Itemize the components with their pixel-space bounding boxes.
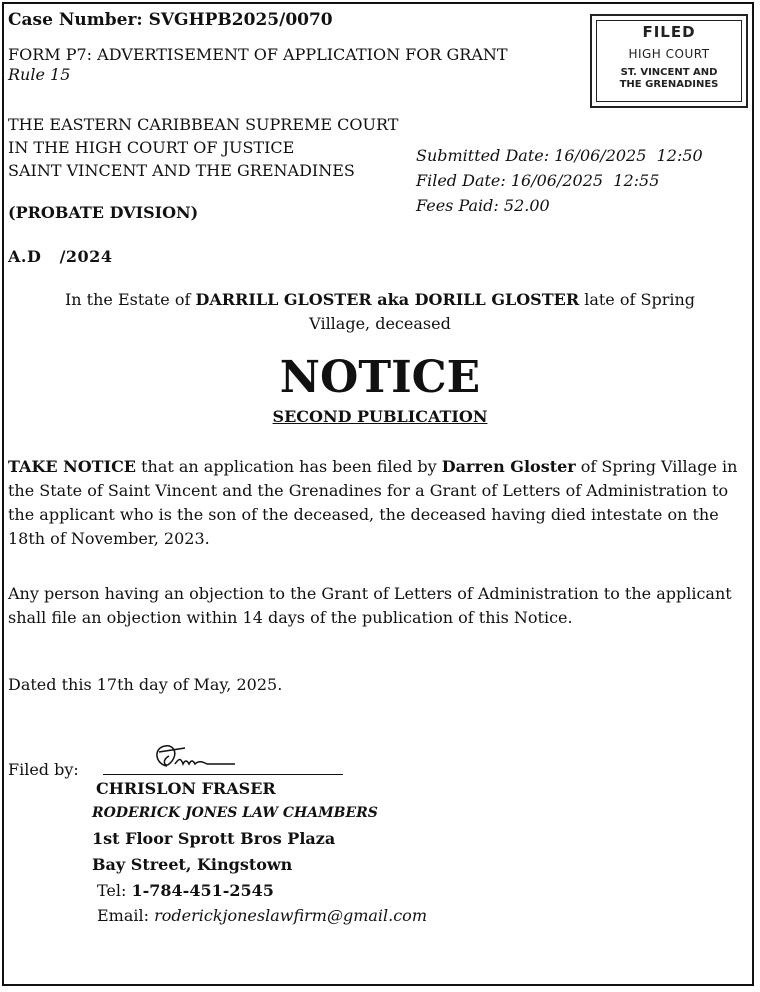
stamp-place-line1: ST. VINCENT AND (620, 67, 718, 78)
estate-prefix: In the Estate of (64, 290, 196, 309)
ad-year: A.D /2024 (8, 247, 113, 266)
filing-info (416, 143, 703, 218)
court-heading (8, 113, 398, 182)
case-number: Case Number: SVGHPB2025/0070 (8, 10, 333, 30)
stamp-filed: FILED (642, 23, 696, 41)
paragraph-text: of Spring Village in the State of Saint Vincent and the Grenadines for a Grant of Letters of Administration to the applicant who is the son of the deceased, the deceased having died intestate on the 18th of November, 2023. (8, 457, 743, 548)
filed-stamp (590, 14, 748, 108)
fees-paid: Fees Paid: 52.00 (416, 196, 550, 215)
submitted-date: Submitted Date: 16/06/2025 12:50 (416, 146, 703, 165)
filer-name: CHRISLON FRASER (96, 779, 276, 798)
objection-paragraph: Any person having an objection to the Grant of Letters of Administration to the applicant shall file an objection within 14 days of the publication of this Notice. (8, 584, 732, 627)
filed-by-label: Filed by: (8, 760, 79, 779)
email-address: roderickjoneslawfirm@gmail.com (154, 906, 427, 925)
court-line: SAINT VINCENT AND THE GRENADINES (8, 161, 355, 180)
email (97, 906, 427, 925)
form-title: FORM P7: ADVERTISEMENT OF APPLICATION FOR GRANT (8, 45, 508, 64)
email-label: Email: (97, 906, 155, 925)
division-label: (PROBATE DVISION) (8, 203, 199, 222)
paragraph-text: that an application has been filed by (136, 457, 442, 476)
dated-line: Dated this 17th day of May, 2025. (8, 675, 283, 694)
court-line: IN THE HIGH COURT OF JUSTICE (8, 138, 295, 157)
telephone (97, 881, 274, 900)
address-line2: Bay Street, Kingstown (92, 855, 293, 874)
applicant-name: Darren Gloster (441, 457, 576, 476)
filed-date: Filed Date: 16/06/2025 12:55 (416, 171, 660, 190)
signature-image (145, 738, 265, 778)
notice-paragraph (8, 455, 752, 551)
tel-number: 1-784-451-2545 (131, 881, 274, 900)
tel-label: Tel: (97, 881, 132, 900)
notice-title: NOTICE (279, 352, 481, 403)
take-notice-lead: TAKE NOTICE (8, 457, 136, 476)
estate-suffix: late of Spring Village, deceased (309, 290, 701, 333)
court-line: THE EASTERN CARIBBEAN SUPREME COURT (8, 115, 399, 134)
publication-label: SECOND PUBLICATION (272, 407, 488, 426)
stamp-place-line2: THE GRENADINES (619, 79, 719, 90)
deceased-name: DARRILL GLOSTER aka DORILL GLOSTER (195, 290, 580, 309)
rule-reference: Rule 15 (8, 65, 71, 84)
estate-line (0, 288, 760, 336)
stamp-court: HIGH COURT (628, 47, 710, 61)
law-firm: RODERICK JONES LAW CHAMBERS (92, 805, 378, 821)
address-line1: 1st Floor Sprott Bros Plaza (92, 829, 336, 848)
